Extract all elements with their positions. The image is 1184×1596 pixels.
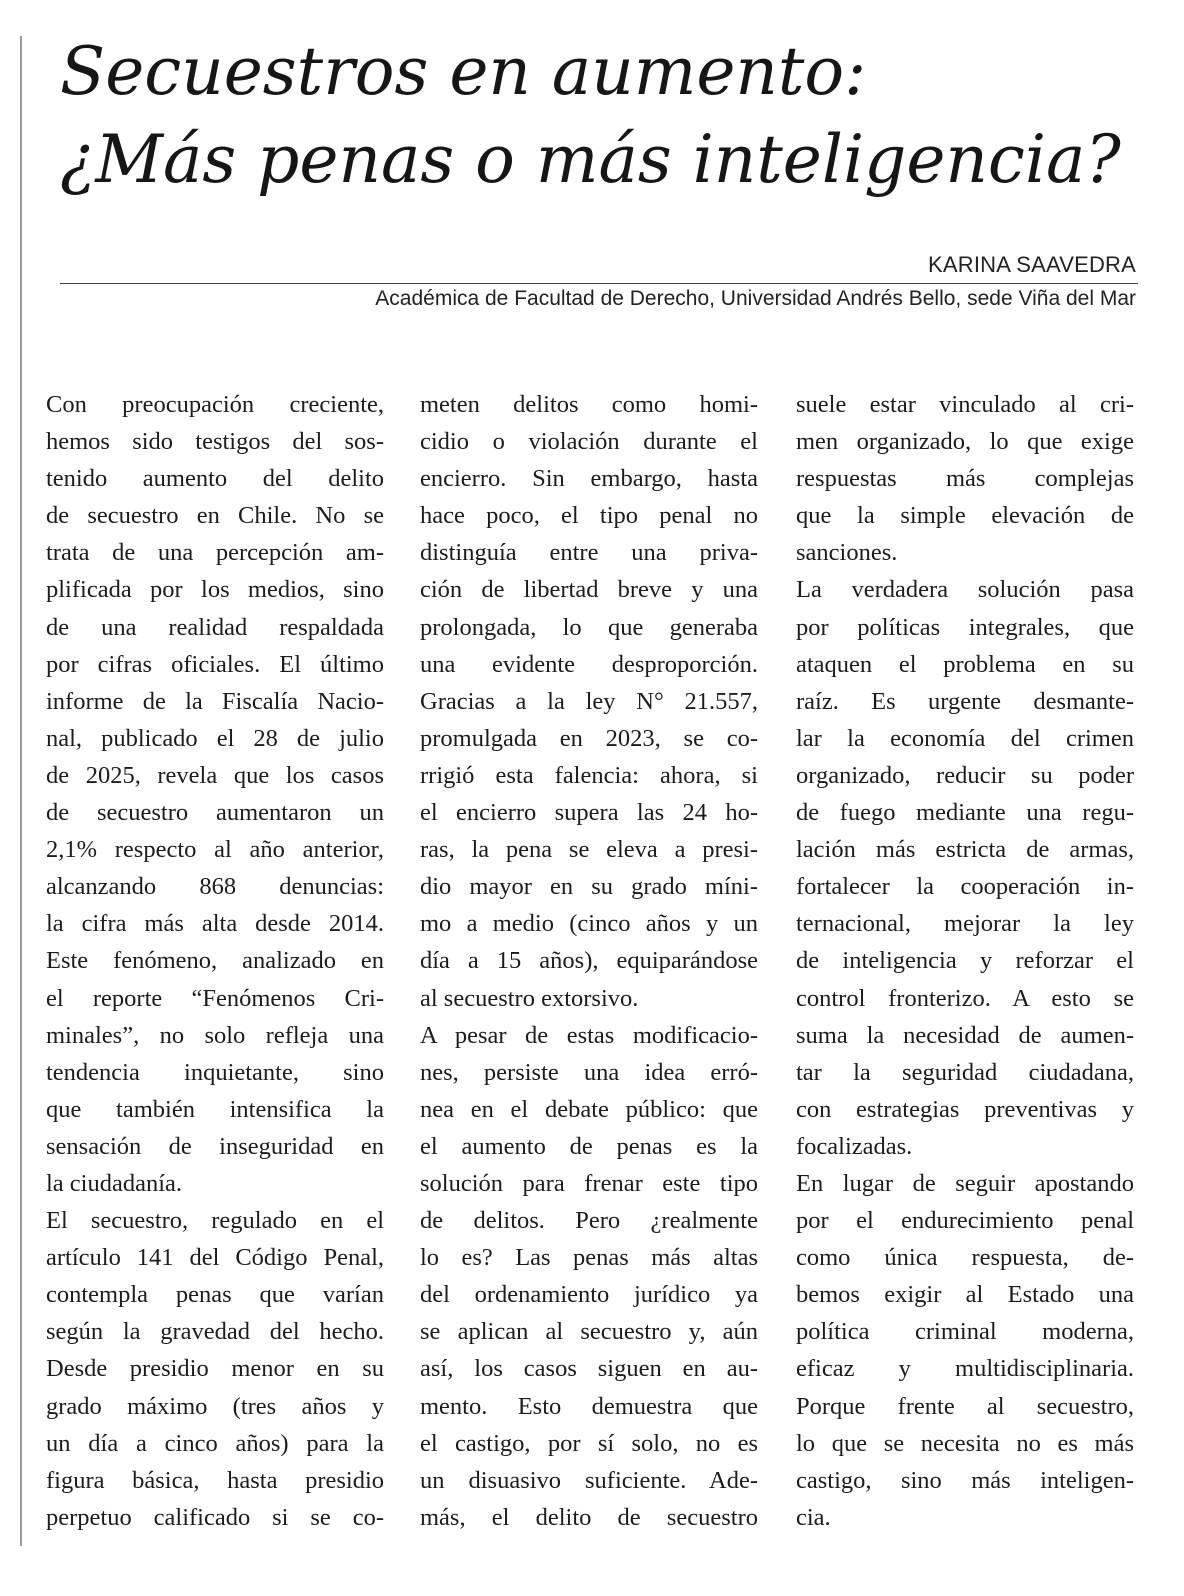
text-line: Porque frente al secuestro,	[796, 1392, 1134, 1420]
text-line: la cifra más alta desde 2014.	[46, 910, 384, 938]
article-column-2	[420, 386, 758, 1536]
text-line: de delitos. Pero ¿realmente	[420, 1207, 758, 1235]
text-line: grado máximo (tres años y	[46, 1392, 384, 1420]
article-column-3	[796, 386, 1134, 1536]
text-line: así, los casos siguen en au-	[420, 1355, 758, 1383]
headline-line-2: ¿Más penas o más inteligencia?	[60, 121, 1121, 198]
text-line: sanciones.	[796, 539, 898, 567]
author-name: KARINA SAAVEDRA	[928, 252, 1136, 277]
text-line: plificada por los medios, sino	[46, 576, 384, 604]
text-line: por el endurecimiento penal	[796, 1207, 1134, 1235]
left-margin-rule	[20, 36, 22, 1546]
byline-divider	[60, 283, 1138, 284]
text-line: cia.	[796, 1503, 831, 1531]
text-line: contempla penas que varían	[46, 1281, 384, 1309]
text-line: de una realidad respaldada	[46, 613, 384, 641]
headline-line-1: Secuestros en aumento:	[60, 33, 867, 110]
text-line: focalizadas.	[796, 1132, 913, 1160]
text-line: ción de libertad breve y una	[420, 576, 758, 604]
text-line: El secuestro, regulado en el	[46, 1207, 384, 1235]
text-line: de secuestro en Chile. No se	[46, 502, 384, 530]
text-line: respuestas más complejas	[796, 465, 1134, 493]
text-line: Desde presidio menor en su	[46, 1355, 384, 1383]
text-line: de inteligencia y reforzar el	[796, 947, 1134, 975]
text-line: hemos sido testigos del sos-	[46, 428, 384, 456]
text-line: un disuasivo suficiente. Ade-	[420, 1466, 758, 1494]
text-line: del ordenamiento jurídico ya	[420, 1281, 758, 1309]
text-line: el reporte “Fenómenos Cri-	[46, 984, 384, 1012]
text-line: La verdadera solución pasa	[796, 576, 1134, 604]
text-line: promulgada en 2023, se co-	[420, 724, 758, 752]
text-line: con estrategias preventivas y	[796, 1095, 1134, 1123]
text-line: cidio o violación durante el	[420, 428, 758, 456]
text-line: día a 15 años), equiparándose	[420, 947, 758, 975]
text-line: figura básica, hasta presidio	[46, 1466, 384, 1494]
text-line: castigo, sino más inteligen-	[796, 1466, 1134, 1494]
article-headline	[60, 28, 1160, 204]
text-line: una evidente desproporción.	[420, 650, 758, 678]
text-line: organizado, reducir su poder	[796, 761, 1134, 789]
text-line: nal, publicado el 28 de julio	[46, 724, 384, 752]
text-line: política criminal moderna,	[796, 1318, 1134, 1346]
text-line: eficaz y multidisciplinaria.	[796, 1355, 1134, 1383]
text-line: raíz. Es urgente desmante-	[796, 687, 1134, 715]
text-line: tar la seguridad ciudadana,	[796, 1058, 1134, 1086]
text-line: suma la necesidad de aumen-	[796, 1021, 1134, 1049]
author-affiliation: Académica de Facultad de Derecho, Universidad Andrés Bello, sede Viña del Mar	[375, 287, 1136, 310]
text-line: solución para frenar este tipo	[420, 1169, 758, 1197]
text-line: ternacional, mejorar la ley	[796, 910, 1134, 938]
text-line: alcanzando 868 denuncias:	[46, 873, 384, 901]
text-line: el encierro supera las 24 ho-	[420, 799, 758, 827]
text-line: Con preocupación creciente,	[46, 391, 384, 418]
text-line: Este fenómeno, analizado en	[46, 947, 384, 975]
text-line: mento. Esto demuestra que	[420, 1392, 758, 1420]
text-line: suele estar vinculado al cri-	[796, 391, 1134, 418]
text-line: distinguía entre una priva-	[420, 539, 758, 567]
text-line: sensación de inseguridad en	[46, 1132, 384, 1160]
text-line: que la simple elevación de	[796, 502, 1134, 530]
text-line: lo es? Las penas más altas	[420, 1244, 758, 1272]
text-line: ataquen el problema en su	[796, 650, 1134, 678]
text-line: lación más estricta de armas,	[796, 836, 1134, 864]
text-line: Gracias a la ley N° 21.557,	[420, 687, 758, 715]
text-line: nes, persiste una idea erró-	[420, 1058, 758, 1086]
text-line: ras, la pena se eleva a presi-	[420, 836, 758, 864]
text-line: de 2025, revela que los casos	[46, 761, 384, 789]
text-line: perpetuo calificado si se co-	[46, 1503, 384, 1531]
text-line: tenido aumento del delito	[46, 465, 384, 493]
text-line: que también intensifica la	[46, 1095, 384, 1123]
article-column-1	[46, 386, 384, 1536]
text-line: al secuestro extorsivo.	[420, 984, 639, 1012]
text-line: de fuego mediante una regu-	[796, 799, 1134, 827]
text-line: trata de una percepción am-	[46, 539, 384, 567]
text-line: según la gravedad del hecho.	[46, 1318, 384, 1346]
text-line: mo a medio (cinco años y un	[420, 910, 758, 938]
text-line: se aplican al secuestro y, aún	[420, 1318, 758, 1346]
text-line: encierro. Sin embargo, hasta	[420, 465, 758, 493]
text-line: hace poco, el tipo penal no	[420, 502, 758, 530]
text-line: 2,1% respecto al año anterior,	[46, 836, 384, 864]
text-line: de secuestro aumentaron un	[46, 799, 384, 827]
text-line: minales”, no solo refleja una	[46, 1021, 384, 1049]
text-line: lo que se necesita no es más	[796, 1429, 1134, 1457]
text-line: el castigo, por sí solo, no es	[420, 1429, 758, 1457]
text-line: control fronterizo. A esto se	[796, 984, 1134, 1012]
text-line: En lugar de seguir apostando	[796, 1169, 1134, 1197]
text-line: A pesar de estas modificacio-	[420, 1021, 758, 1049]
text-line: rrigió esta falencia: ahora, si	[420, 761, 758, 789]
text-line: el aumento de penas es la	[420, 1132, 758, 1160]
text-line: dio mayor en su grado míni-	[420, 873, 758, 901]
text-line: prolongada, lo que generaba	[420, 613, 758, 641]
text-line: como única respuesta, de-	[796, 1244, 1134, 1272]
text-line: bemos exigir al Estado una	[796, 1281, 1134, 1309]
text-line: más, el delito de secuestro	[420, 1503, 758, 1531]
text-line: lar la economía del crimen	[796, 724, 1134, 752]
text-line: por políticas integrales, que	[796, 613, 1134, 641]
text-line: tendencia inquietante, sino	[46, 1058, 384, 1086]
text-line: meten delitos como homi-	[420, 391, 758, 418]
text-line: informe de la Fiscalía Nacio-	[46, 687, 384, 715]
text-line: un día a cinco años) para la	[46, 1429, 384, 1457]
text-line: nea en el debate público: que	[420, 1095, 758, 1123]
text-line: men organizado, lo que exige	[796, 428, 1134, 456]
text-line: la ciudadanía.	[46, 1169, 183, 1197]
text-line: por cifras oficiales. El último	[46, 650, 384, 678]
text-line: artículo 141 del Código Penal,	[46, 1244, 384, 1272]
text-line: fortalecer la cooperación in-	[796, 873, 1134, 901]
